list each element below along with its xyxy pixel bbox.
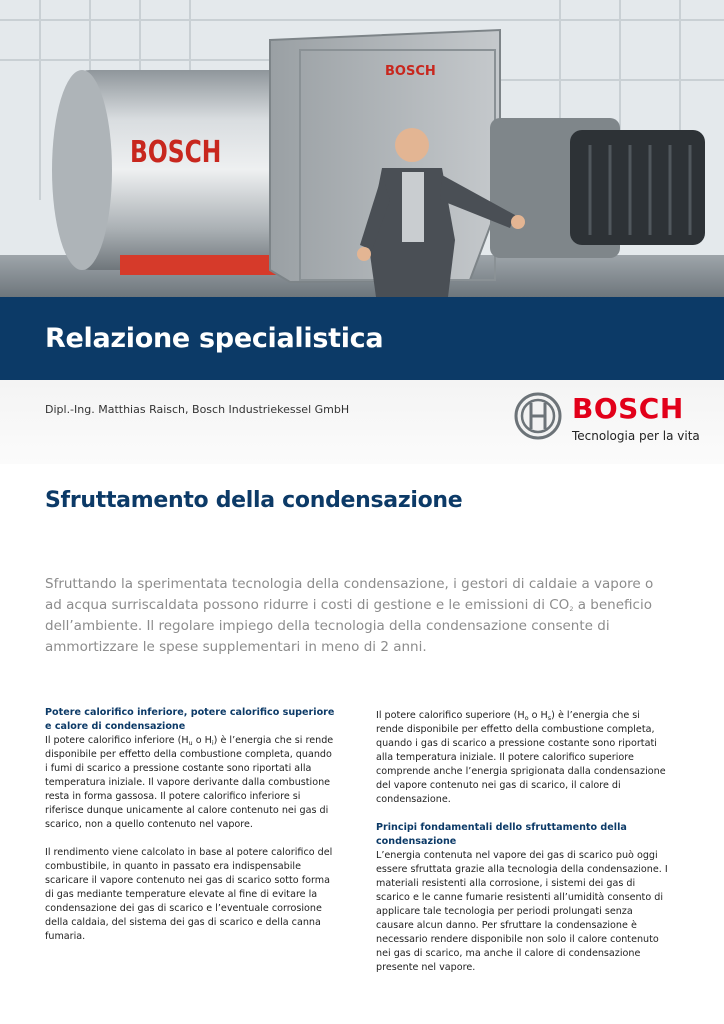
- right-column: [376, 709, 668, 975]
- boiler-logo-small: BOSCH: [385, 64, 436, 79]
- bosch-logo: [514, 388, 704, 452]
- right-p1-text-a: Il potere calorifico superiore (H: [376, 710, 525, 721]
- byline-area: [0, 380, 724, 464]
- lead-paragraph: [45, 574, 655, 658]
- boiler-logo-large: BOSCH: [130, 135, 222, 170]
- right-heading: Principi fondamentali dello sfruttamento della condensazione: [376, 822, 627, 847]
- brand-wordmark: BOSCH: [572, 392, 684, 425]
- brand-tagline: Tecnologia per la vita: [572, 429, 700, 443]
- right-p1-sub-2: s: [547, 714, 552, 722]
- right-p1-sub-1: o: [524, 714, 529, 722]
- right-p1-text-b: o H: [528, 710, 548, 721]
- left-paragraph-1: [45, 734, 337, 832]
- lead-subscript: 2: [569, 605, 574, 613]
- right-p1-text-c: ) è l’energia che si rende disponibile per effetto della combustione completa, quando i gas di scarico a pressione costante sono riportati alla temperatura iniziale. Il potere calorifico superiore comprende anche l’energia sprigionata dalla condensazione del vapore contenuto nei gas di scarico, il calore di condensazione.: [376, 710, 666, 805]
- right-paragraph-2: L’energia contenuta nel vapore dei gas di scarico può oggi essere sfruttata grazie alla tecnologia della condensazione. I materiali resistenti alla corrosione, i sistemi dei gas di scarico e le canne fumarie resistenti all’umidità consento di applicare tale tecnologia per periodi prolungati senza causare alcun danno. Per sfruttare la condensazione è necessario rendere disponibile non solo il calore contenuto nei gas di scarico, ma anche il calore di condensazione presente nel vapore.: [376, 850, 668, 973]
- title-band: [0, 297, 724, 380]
- lead-text-1: Sfruttando la sperimentata tecnologia della condensazione, i gestori di caldaie a vapore o ad acqua surriscaldata possono ridurre i costi di gestione e le emissioni di CO: [45, 576, 654, 613]
- right-paragraph-1: [376, 709, 668, 807]
- left-p1-text-a: Il potere calorifico inferiore (H: [45, 735, 189, 746]
- lead-text-2: a beneficio dell’ambiente. Il regolare impiego della tecnologia della condensazione consente di ammortizzare le spese supplementari in meno di 2 anni.: [45, 597, 652, 655]
- left-paragraph-2: Il rendimento viene calcolato in base al potere calorifico del combustibile, in quanto in passato era indispensabile scaricare il vapore contenuto nei gas di scarico sotto forma di gas mediante temperature elevate al fine di evitare la condensazione dei gas di scarico e l’eventuale corrosione della caldaia, del sistema dei gas di scarico e della canna fumaria.: [45, 847, 333, 942]
- section-title: Sfruttamento della condensazione: [45, 488, 463, 513]
- left-heading: Potere calorifico inferiore, potere calorifico superiore e calore di condensazione: [45, 707, 335, 732]
- left-p1-text-b: o H: [192, 735, 212, 746]
- hero-photo: [0, 0, 724, 297]
- left-p1-sub-1: u: [188, 739, 193, 747]
- left-p1-sub-2: i: [211, 739, 214, 747]
- left-p1-text-c: ) è l’energia che si rende disponibile per effetto della combustione completa, quando i fumi di scarico a pressione costante sono riportati alla temperatura iniziale. Il vapore derivante dalla combustione resta in forma gassosa. Il potere calorifico inferiore si riferisce dunque unicamente al calore contenuto nei gas di scarico, non a quello contenuto nel vapore.: [45, 735, 334, 830]
- document-title: Relazione specialistica: [45, 323, 384, 354]
- boiler-illustration: [0, 0, 724, 297]
- armature-icon: [514, 392, 562, 440]
- left-column: [45, 706, 337, 944]
- author-byline: Dipl.-Ing. Matthias Raisch, Bosch Industriekessel GmbH: [45, 403, 350, 416]
